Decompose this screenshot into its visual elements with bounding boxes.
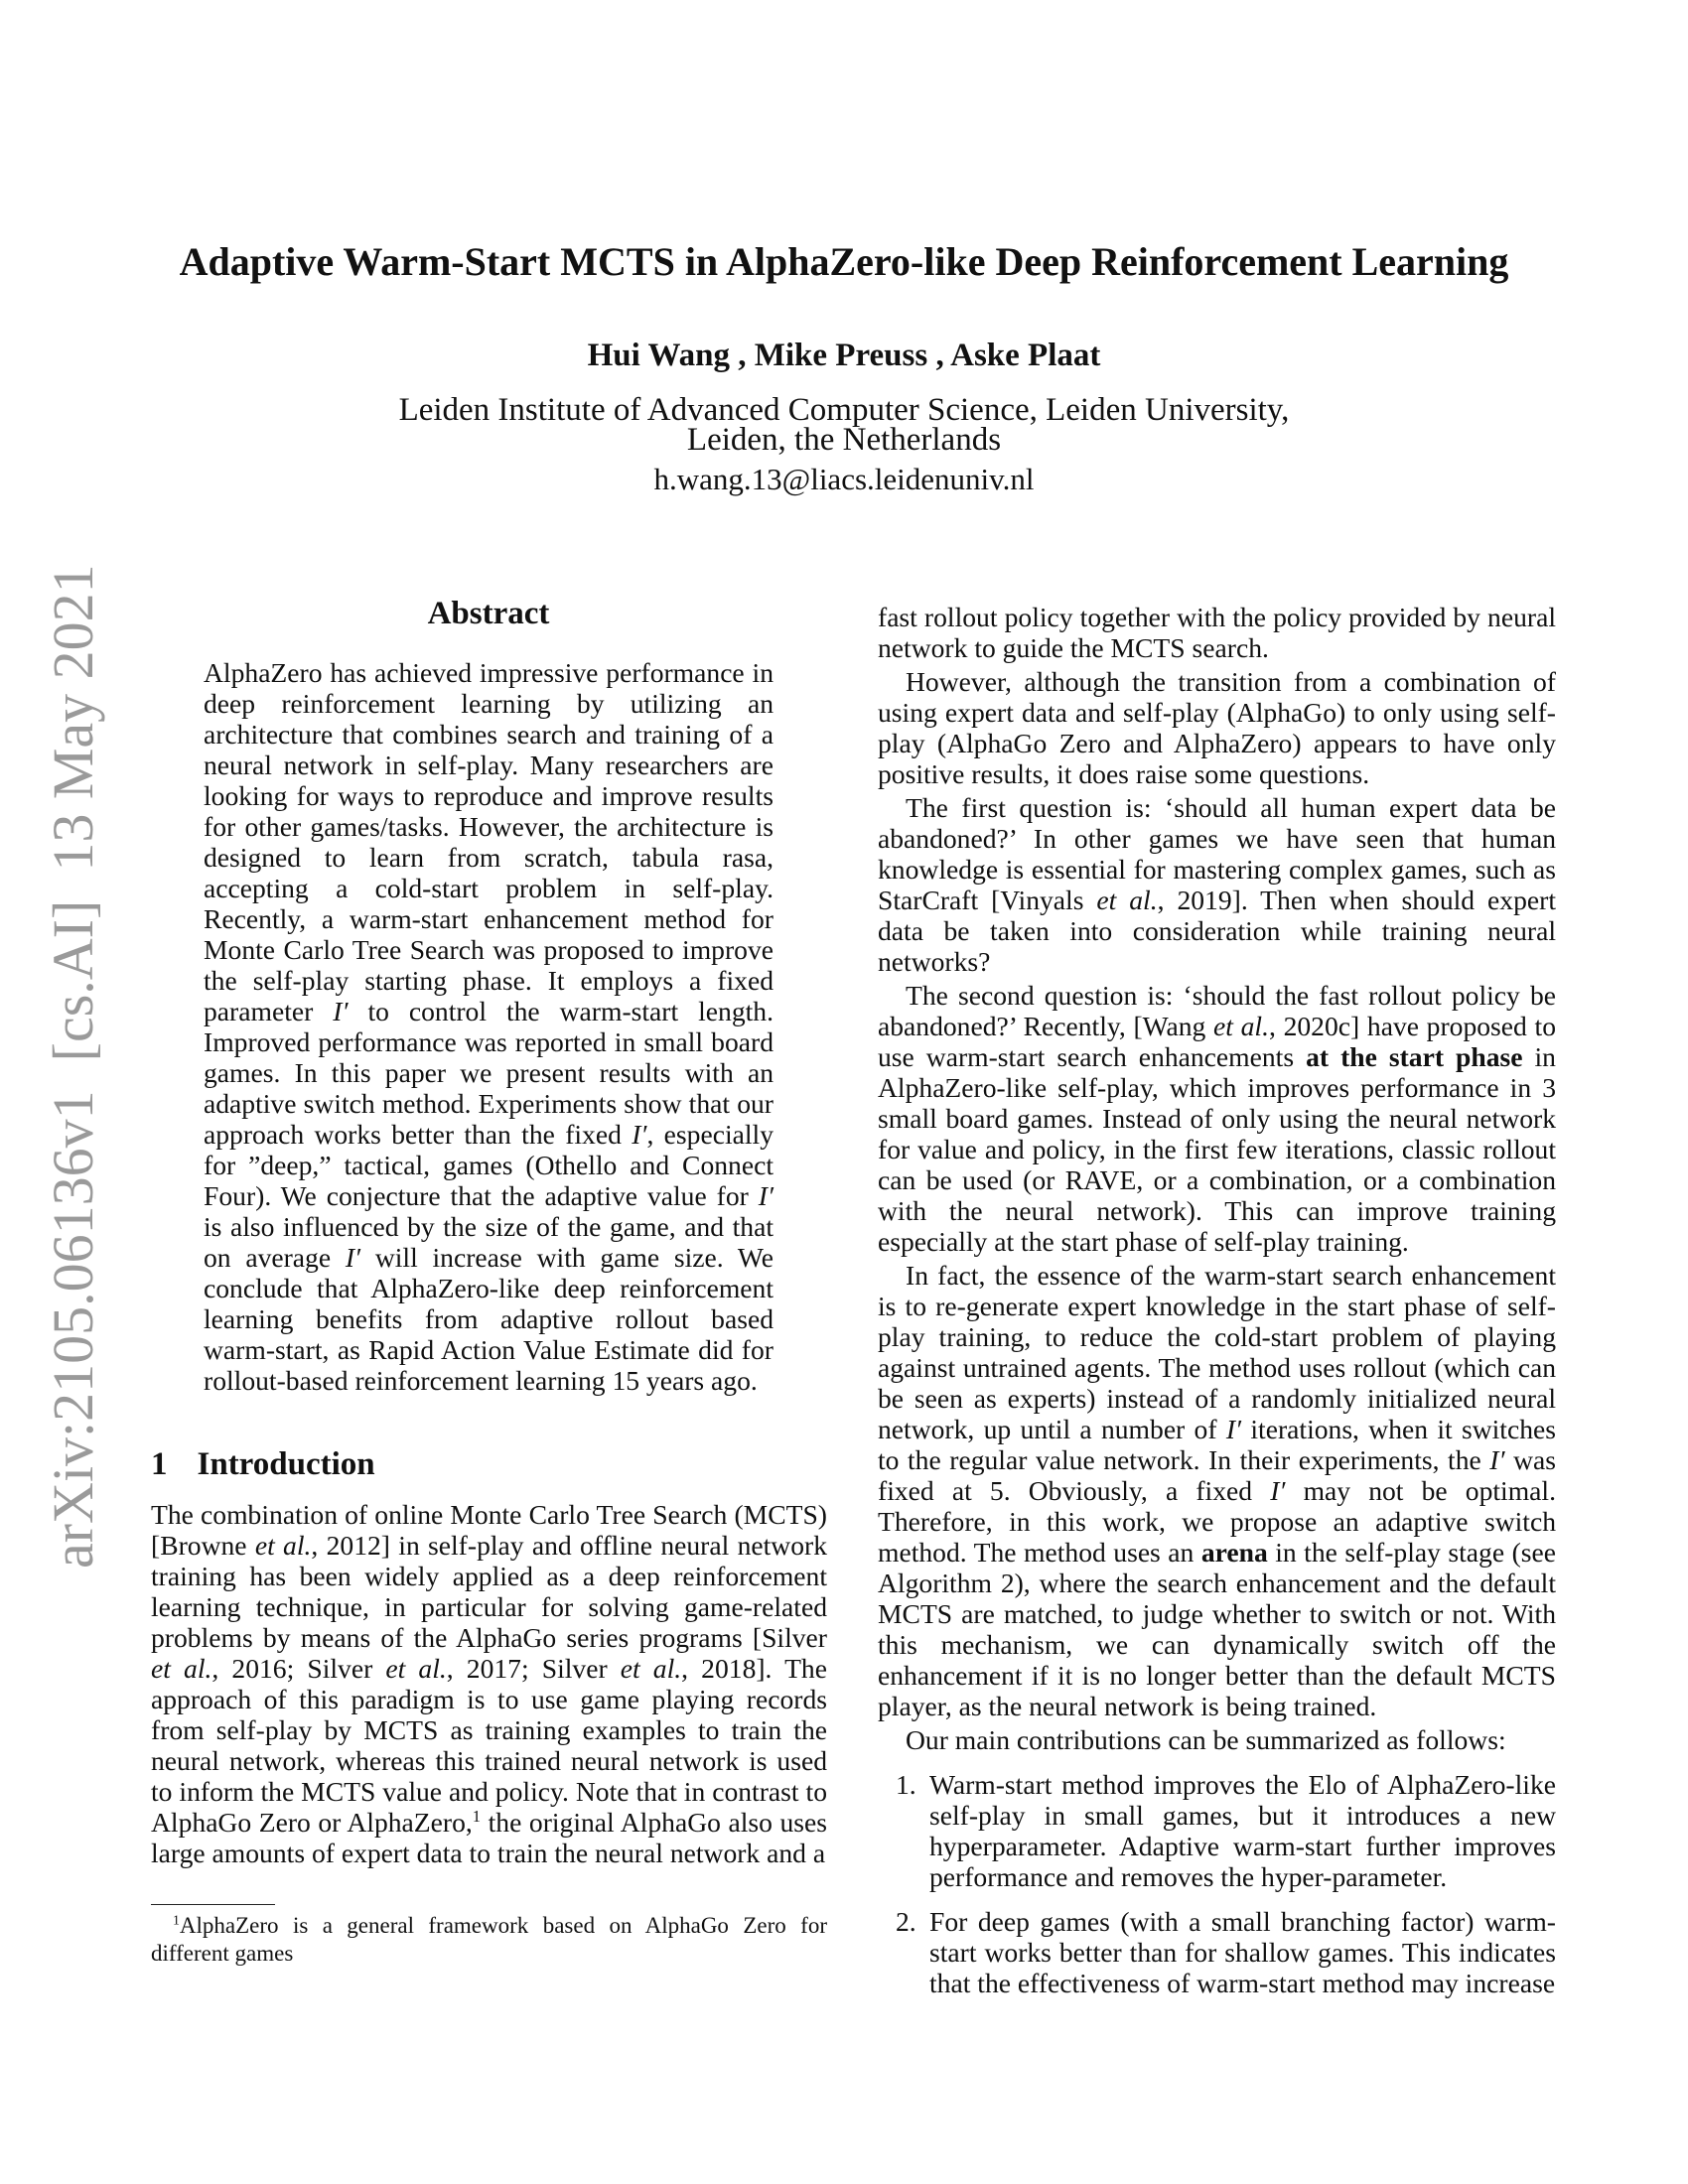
italic-text: I′ xyxy=(1225,1414,1242,1444)
text-run: in AlphaZero-like self-play, which improves performance in 3 small board games. Instead of only using the neural network for value and policy, in the first few iterations, classic rollout can be used (or RAVE, or a combination, or a combination with the neural network). This can improve training especially at the start phase of self-play training. xyxy=(878,1041,1556,1257)
affiliation-line-1: Leiden Institute of Advanced Computer Science, Leiden University, xyxy=(398,392,1290,428)
text-run: fast rollout policy together with the policy provided by neural network to guide the MCTS search. xyxy=(878,602,1556,663)
text-run: The first question is: ‘should all human expert data be abandoned?’ In other games we have seen that human knowledge is essential for mastering complex games, such as StarCraft [Vinyals xyxy=(878,792,1556,915)
list-number: 2. xyxy=(896,1906,916,1937)
italic-text: et al. xyxy=(254,1530,312,1561)
abstract-heading: Abstract xyxy=(427,596,550,631)
paragraph xyxy=(878,666,1556,789)
introduction-paragraph xyxy=(151,1499,827,1868)
footnote-rule xyxy=(151,1904,275,1905)
right-column xyxy=(878,602,1556,2012)
text-run: in the self-play stage (see Algorithm 2), where the search enhancement and the default MCTS are matched, to judge whether to switch or not. With this mechanism, we can dynamically switch off the enhancement if it is no longer better than the default MCTS player, as the neural network is being trained. xyxy=(878,1537,1556,1721)
footnote-ref: 1 xyxy=(472,1806,482,1826)
paragraph xyxy=(878,602,1556,663)
text-run: may not be optimal. Therefore, in this work, we propose an adaptive switch method. The method uses an xyxy=(878,1475,1556,1568)
italic-text: et al. xyxy=(620,1653,682,1684)
text-run: is also influenced by the size of the game, and that on average xyxy=(204,1211,774,1273)
authors: Hui Wang , Mike Preuss , Aske Plaat xyxy=(587,338,1101,373)
italic-text: I′ xyxy=(758,1180,774,1211)
arxiv-stamp: arXiv:2105.06136v1 [cs.AI] 13 May 2021 xyxy=(41,564,105,1569)
footnote-mark: 1 xyxy=(173,1912,180,1928)
italic-text: et al. xyxy=(151,1653,212,1684)
paragraph xyxy=(878,792,1556,977)
paragraph xyxy=(878,1260,1556,1721)
text-run: , 2019]. Then when should expert data be taken into consideration while training neural networks? xyxy=(878,885,1556,977)
text-run: However, although the transition from a combination of using expert data and self-play (AlphaGo) to only using self-play (AlphaGo Zero and AlphaZero) appears to have only positive results, it does raise some questions. xyxy=(878,666,1556,789)
contributions-list xyxy=(878,1769,1556,1998)
bold-text: at the start phase xyxy=(1306,1041,1523,1072)
italic-text: I′ xyxy=(333,996,349,1026)
list-number: 1. xyxy=(896,1769,916,1800)
paragraph xyxy=(878,1724,1556,1755)
italic-text: et al. xyxy=(385,1653,447,1684)
text-run: For deep games (with a small branching factor) warm-start works better than for shallow games. This indicates that the effectiveness of warm-start method may increase xyxy=(929,1906,1556,1998)
italic-text: et al. xyxy=(1096,885,1158,915)
text-run: , 2012] in self-play and offline neural network training has been widely applied as a deep reinforcement learning technique, in particular for solving game-related problems by means of the AlphaGo series programs [Silver xyxy=(151,1530,827,1653)
italic-text: I′ xyxy=(345,1242,361,1273)
footnote-text: AlphaZero is a general framework based on AlphaGo Zero for different games xyxy=(151,1913,827,1966)
text-run: Warm-start method improves the Elo of AlphaZero-like self-play in small games, but it introduces a new hyperparameter. Adaptive warm-start further improves performance and removes the hyper-parameter. xyxy=(929,1769,1556,1892)
text-run: The second question is: ‘should the fast rollout policy be abandoned?’ Recently, [Wang xyxy=(878,980,1556,1041)
section-number: 1 xyxy=(151,1446,168,1482)
section-heading-introduction xyxy=(151,1446,375,1483)
section-title: Introduction xyxy=(197,1446,375,1482)
text-run: , 2018]. The approach of this paradigm is to use game playing records from self-play by MCTS as training examples to train the neural network, whereas this trained neural network is used to inform the MCTS value and policy. Note that in contrast to AlphaGo Zero or AlphaZero, xyxy=(151,1653,827,1838)
abstract-text xyxy=(204,657,774,1396)
list-item xyxy=(878,1769,1556,1892)
paper-title: Adaptive Warm-Start MCTS in AlphaZero-like Deep Reinforcement Learning xyxy=(179,239,1509,284)
text-run: , 2017; Silver xyxy=(446,1653,621,1684)
text-run: iterations, when it switches to the regular value network. In their experiments, the xyxy=(878,1414,1556,1475)
bold-text: arena xyxy=(1200,1537,1268,1568)
italic-text: I′ xyxy=(1489,1444,1505,1475)
affiliation-line-2: Leiden, the Netherlands xyxy=(686,422,1002,458)
text-run: , 2020c] have proposed to use warm-start search enhancements xyxy=(878,1011,1556,1072)
italic-text: et al. xyxy=(1213,1011,1269,1041)
italic-text: I′ xyxy=(632,1119,647,1150)
text-run: Our main contributions can be summarized as follows: xyxy=(906,1724,1506,1755)
text-run: In fact, the essence of the warm-start search enhancement is to re-generate expert knowledge in the start phase of self-play training, to reduce the cold-start problem of playing against untrained agents. The method uses rollout (which can be seen as experts) instead of a randomly initialized neural network, up until a number of xyxy=(878,1260,1556,1444)
text-run: , 2016; Silver xyxy=(211,1653,386,1684)
footnote xyxy=(151,1912,827,1968)
text-run: AlphaZero has achieved impressive performance in deep reinforcement learning by utilizing an architecture that combines search and training of a neural network in self-play. Many researchers are looking for ways to reproduce and improve results for other games/tasks. However, the architecture is designed to learn from scratch, tabula rasa, accepting a cold-start problem in self-play. Recently, a warm-start enhancement method for Monte Carlo Tree Search was proposed to improve the self-play starting phase. It employs a fixed parameter xyxy=(204,657,774,1026)
text-run: to control the warm-start length. Improved performance was reported in small board games. In this paper we present results with an adaptive switch method. Experiments show that our approach works better than the fixed xyxy=(204,996,774,1150)
italic-text: I′ xyxy=(1270,1475,1286,1506)
text-run: , especially for ”deep,” tactical, games (Othello and Connect Four). We conjecture that the adaptive value for xyxy=(204,1119,774,1211)
paragraph xyxy=(878,980,1556,1257)
author-email: h.wang.13@liacs.leidenuniv.nl xyxy=(653,462,1035,496)
text-run: the original AlphaGo also uses large amounts of expert data to train the neural network and a xyxy=(151,1807,827,1868)
text-run: The combination of online Monte Carlo Tree Search (MCTS) [Browne xyxy=(151,1499,827,1561)
text-run: will increase with game size. We conclude that AlphaZero-like deep reinforcement learning benefits from adaptive rollout based warm-start, as Rapid Action Value Estimate did for rollout-based reinforcement learning 15 years ago. xyxy=(204,1242,774,1396)
list-item xyxy=(878,1906,1556,1998)
text-run: was fixed at 5. Obviously, a fixed xyxy=(878,1444,1556,1506)
